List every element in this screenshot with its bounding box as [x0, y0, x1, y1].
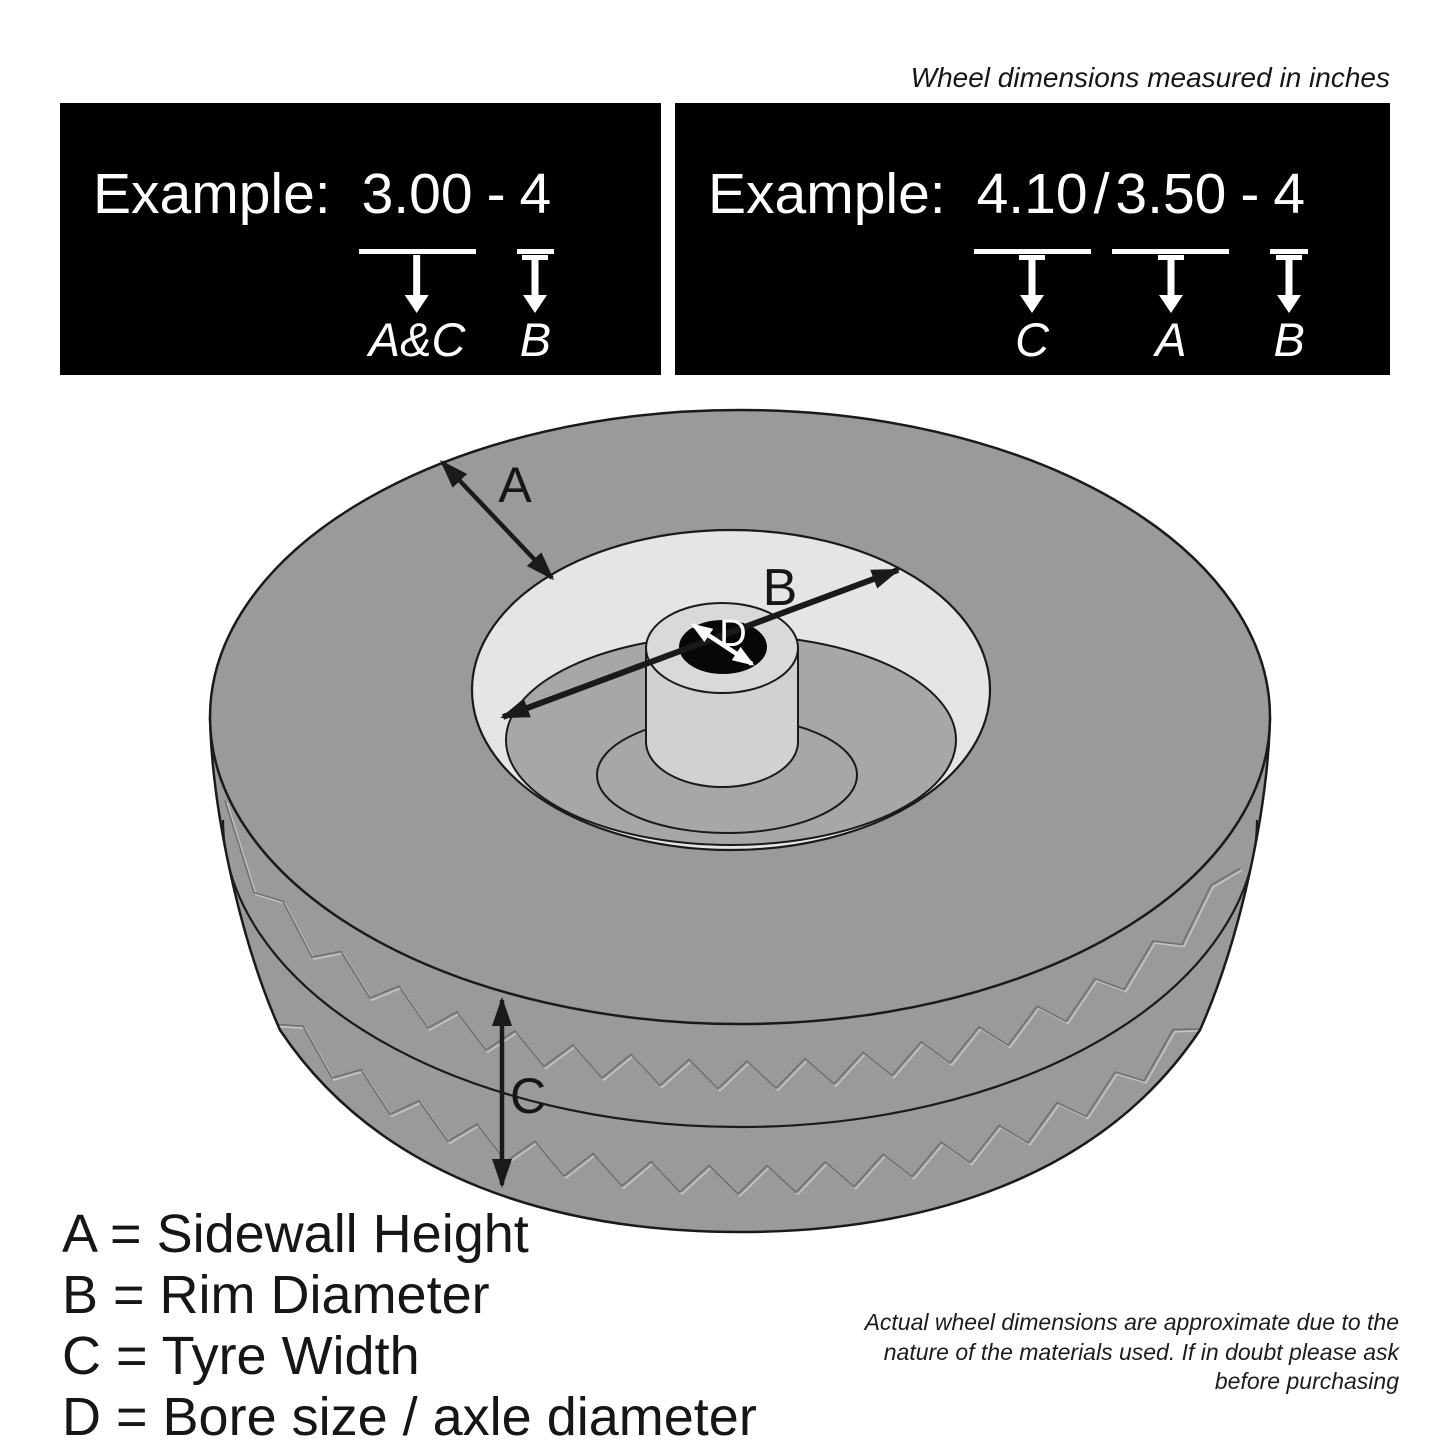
wheel-svg	[170, 395, 1320, 1255]
example-box-standard	[60, 103, 661, 375]
separator-dash: -	[486, 162, 506, 226]
legend-item-b: B = Rim Diameter	[62, 1265, 490, 1325]
callout-label: A&C	[368, 312, 466, 366]
down-arrow-icon	[1151, 255, 1191, 313]
size-segment-outer	[974, 162, 1091, 366]
callout-label: B	[519, 312, 552, 366]
callout	[1151, 255, 1191, 364]
label-a: A	[498, 457, 532, 513]
callout-label: B	[1273, 312, 1305, 366]
example-row	[708, 162, 1308, 366]
legend-item-a: A = Sidewall Height	[62, 1204, 529, 1264]
down-arrow-icon	[397, 255, 437, 313]
down-arrow-icon	[1269, 255, 1309, 313]
callout	[1269, 255, 1309, 364]
size-value: 4	[519, 162, 552, 226]
label-b: B	[762, 559, 798, 617]
callout	[369, 255, 466, 364]
legend-item-c: C = Tyre Width	[62, 1326, 420, 1386]
size-segment-rim	[1270, 162, 1308, 366]
wheel-illustration	[170, 395, 1320, 1255]
legend	[62, 1204, 757, 1448]
separator-slash: /	[1093, 162, 1110, 226]
callout	[1012, 255, 1052, 364]
callout-label: A	[1155, 312, 1187, 366]
size-value: 3.00	[361, 162, 473, 226]
down-arrow-icon	[515, 255, 555, 313]
measurement-note: Wheel dimensions measured in inches	[910, 62, 1390, 93]
size-segment-width	[359, 162, 476, 366]
callout	[515, 255, 555, 364]
callout-label: C	[1015, 312, 1050, 366]
example-prefix: Example:	[708, 162, 946, 226]
label-c: C	[509, 1068, 547, 1124]
size-value: 3.50	[1115, 162, 1227, 226]
size-segment-sidewall	[1112, 162, 1229, 366]
size-value: 4	[1273, 162, 1306, 226]
legend-item-d: D = Bore size / axle diameter	[62, 1387, 757, 1447]
example-box-dual	[675, 103, 1390, 375]
example-prefix: Example:	[93, 162, 331, 226]
size-segment-rim	[517, 162, 555, 366]
down-arrow-icon	[1012, 255, 1052, 313]
example-row	[93, 162, 554, 366]
label-d: D	[719, 613, 747, 655]
separator-dash: -	[1240, 162, 1260, 226]
disclaimer: Actual wheel dimensions are approximate due to the nature of the materials used. If in doubt please ask before purchasing	[864, 1309, 1399, 1394]
size-value: 4.10	[976, 162, 1088, 226]
